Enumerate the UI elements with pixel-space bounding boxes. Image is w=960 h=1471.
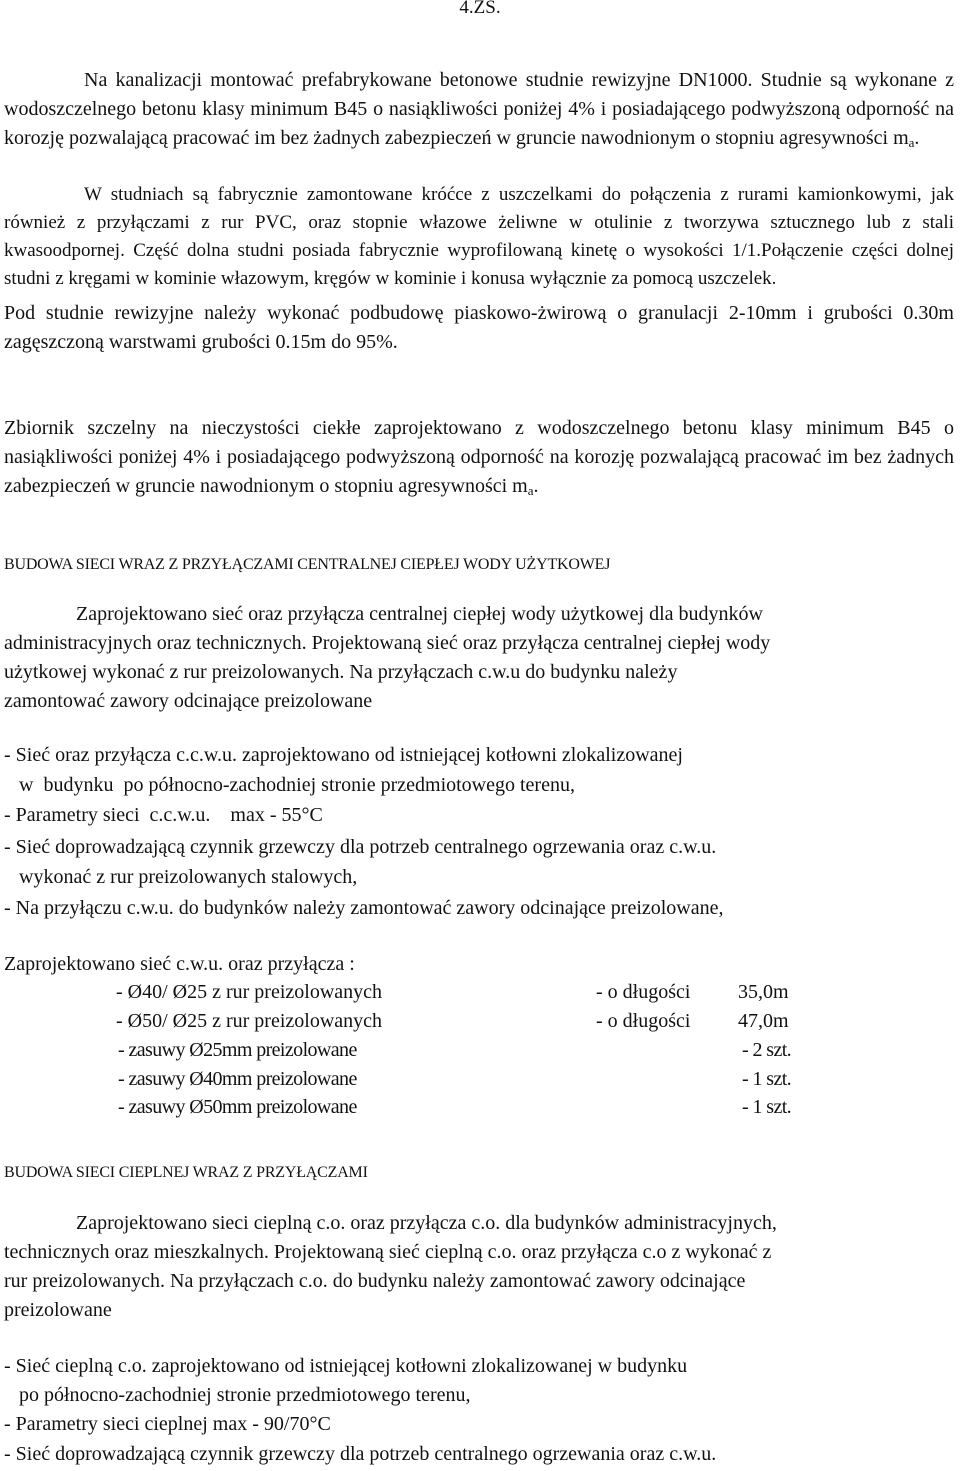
spec-item: - zasuwy Ø25mm preizolowane [118,1039,357,1061]
paragraph-heating-line-2: technicznych oraz mieszkalnych. Projektowaną sieć cieplną c.o. oraz przyłącza c.o z wykonać z [4,1241,772,1263]
spec-item: - Ø50/ Ø25 z rur preizolowanych [116,1010,383,1032]
paragraph-heating-line-3: rur preizolowanych. Na przyłączach c.o. do budynku należy zamontować zawory odcinające [4,1270,746,1292]
paragraph-heating-line-1: Zaprojektowano sieci cieplną c.o. oraz przyłącza c.o. dla budynków administracyjnych, [76,1212,777,1234]
list-item: wykonać z rur preizolowanych stalowych, [4,866,358,888]
page-header: 4.ZS. [459,0,501,18]
spec-length-label: - o długości [596,981,691,1003]
spec-row [4,1068,954,1096]
list-item: - Sieć doprowadzającą czynnik grzewczy dla potrzeb centralnego ogrzewania oraz c.w.u. [4,1443,717,1465]
paragraph-hot-water-line-2: administracyjnych oraz technicznych. Projektowaną sieć oraz przyłącza centralnej ciepłej wody [4,632,771,654]
spec-item: - zasuwy Ø40mm preizolowane [118,1068,357,1090]
list-item: - Sieć oraz przyłącza c.c.w.u. zaprojektowano od istniejącej kotłowni zlokalizowanej [4,744,683,766]
list-item: w budynku po północno-zachodniej stronie przedmiotowego terenu, [4,774,575,796]
list-item: po północno-zachodniej stronie przedmiotowego terenu, [4,1384,471,1406]
paragraph-hot-water-line-4: zamontować zawory odcinające preizolowane [4,690,373,712]
spec-value: - 1 szt. [742,1096,792,1118]
spec-value: 47,0m [738,1010,789,1032]
spec-item: - zasuwy Ø50mm preizolowane [118,1096,357,1118]
spec-row [4,1039,954,1067]
spec-row [4,981,954,1009]
spec-row [4,1010,954,1038]
spec-item: - Ø40/ Ø25 z rur preizolowanych [116,981,383,1003]
section-heading-hot-water: BUDOWA SIECI WRAZ Z PRZYŁĄCZAMI CENTRALNEJ CIEPŁEJ WODY UŻYTKOWEJ [4,556,611,573]
list-item: - Na przyłączu c.w.u. do budynków należy zamontować zawory odcinające preizolowane, [4,897,724,919]
spec-value: 35,0m [738,981,789,1003]
list-item: - Parametry sieci cieplnej max - 90/70°C [4,1413,331,1435]
paragraph-wells: Na kanalizacji montować prefabrykowane betonowe studnie rewizyjne DN1000. Studnie są wykonane z wodoszczelnego betonu klasy minimum B45 o nasiąkliwości poniżej 4% i posiadającego podwyższoną odporność na korozję pozwalającą pracować im bez żadnych zabezpieczeń w gruncie nawodnionym o stopniu agresywności $m_a$. [4,69,954,150]
spec-length-label: - o długości [596,1010,691,1032]
paragraph-heating-line-4: preizolowane [4,1299,112,1321]
list-item: - Sieć doprowadzającą czynnik grzewczy dla potrzeb centralnego ogrzewania oraz c.w.u. [4,836,717,858]
section-heading-heating: BUDOWA SIECI CIEPLNEJ WRAZ Z PRZYŁĄCZAMI [4,1164,368,1181]
spec-row [4,1096,954,1124]
spec-value: - 2 szt. [742,1039,792,1061]
paragraph-tank: Zbiornik szczelny na nieczystości ciekłe zaprojektowano z wodoszczelnego betonu klasy minimum B45 o nasiąkliwości poniżej 4% i posiadającego podwyższoną odporność na korozję pozwalającą pracować im bez żadnych zabezpieczeń w gruncie nawodnionym o stopniu agresywności $m_a$. [4,417,954,498]
list-item: - Parametry sieci c.c.w.u. max - 55°C [4,804,323,826]
paragraph-well-fittings: W studniach są fabrycznie zamontowane króćce z uszczelkami do połączenia z rurami kamionkowymi, jak również z przyłączami z rur PVC, oraz stopnie włazowe żeliwne w otulinie z tworzywa sztucznego lub z stali kwasoodpornej. Część dolna studni posiada fabrycznie wyprofilowaną kinetę o wysokości 1/1.Połączenie części dolnej studni z kręgami w kominie włazowym, kręgów w kominie i konusa wyłącznie za pomocą uszczelek. [4,184,954,289]
paragraph-hot-water-line-1: Zaprojektowano sieć oraz przyłącza centralnej ciepłej wody użytkowej dla budynków [76,603,763,625]
list-item: - Sieć cieplną c.o. zaprojektowano od istniejącej kotłowni zlokalizowanej w budynku [4,1355,688,1377]
paragraph-hot-water-line-3: użytkowej wykonać z rur preizolowanych. Na przyłączach c.w.u do budynku należy [4,661,678,683]
spec-value: - 1 szt. [742,1068,792,1090]
spec-intro: Zaprojektowano sieć c.w.u. oraz przyłącza : [4,953,355,975]
paragraph-foundation: Pod studnie rewizyjne należy wykonać podbudowę piaskowo-żwirową o granulacji 2-10mm i grubości 0.30m zagęszczoną warstwami grubości 0.15m do 95%. [4,302,954,353]
